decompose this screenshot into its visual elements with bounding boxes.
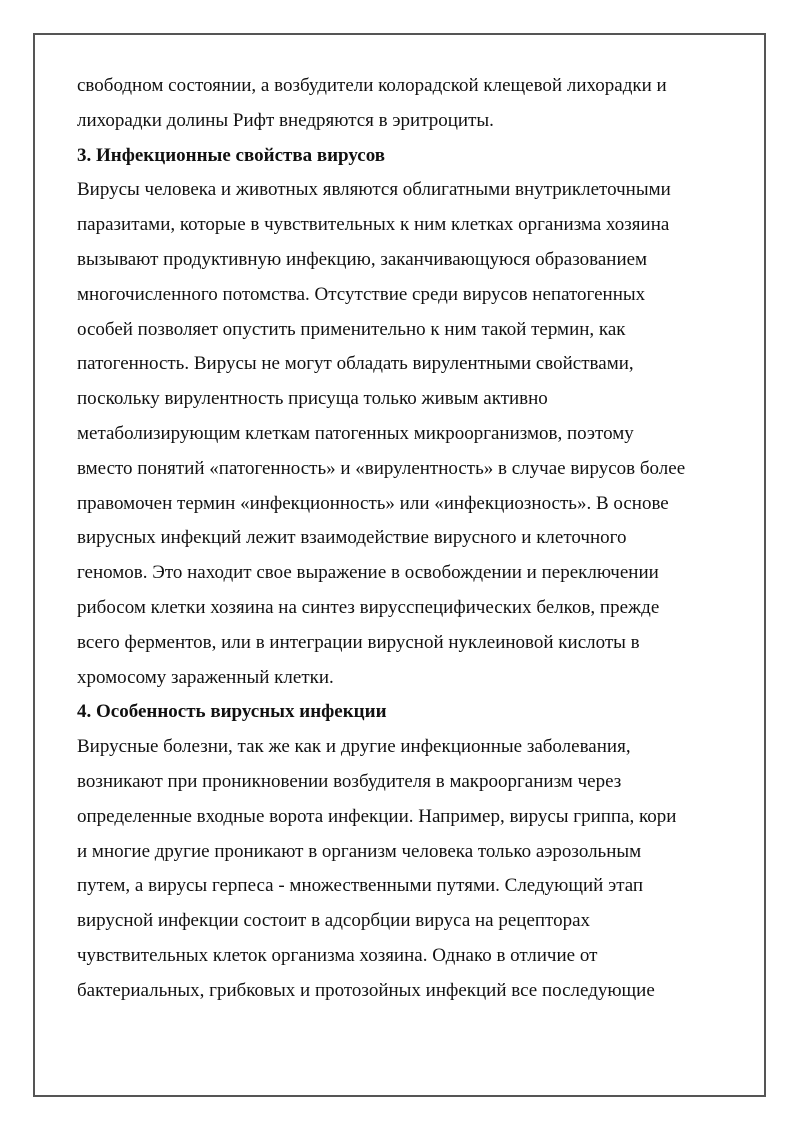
document-body (77, 69, 737, 1009)
text-line: вирусных инфекций лежит взаимодействие вирусного и клеточного (77, 527, 627, 549)
section-heading-3: 3. Инфекционные свойства вирусов (77, 144, 386, 166)
text-line: патогенность. Вирусы не могут обладать вирулентными свойствами, (77, 353, 634, 375)
paragraph-intro (77, 69, 737, 139)
paragraph-infection-properties (77, 173, 737, 695)
text-line: рибосом клетки хозяина на синтез вирусспецифических белков, прежде (77, 596, 660, 618)
text-line: геномов. Это находит свое выражение в освобождении и переключении (77, 562, 659, 584)
text-line: лихорадки долины Рифт внедряются в эритроциты. (77, 109, 494, 131)
text-line: путем, а вирусы герпеса - множественными путями. Следующий этап (77, 875, 644, 897)
paragraph-viral-infections (77, 730, 737, 1008)
text-line: правомочен термин «инфекционность» или «инфекциозность». В основе (77, 492, 669, 514)
text-line: Вирусные болезни, так же как и другие инфекционные заболевания, (77, 736, 631, 758)
text-line: паразитами, которые в чувствительных к ним клетках организма хозяина (77, 214, 670, 236)
text-line: особей позволяет опустить применительно к ним такой термин, как (77, 318, 626, 340)
text-line: возникают при проникновении возбудителя в макроорганизм через (77, 770, 622, 792)
text-line: Вирусы человека и животных являются облигатными внутриклеточными (77, 179, 671, 201)
text-line: хромосому зараженный клетки. (77, 666, 334, 688)
text-line: многочисленного потомства. Отсутствие среди вирусов непатогенных (77, 283, 646, 305)
text-line: поскольку вирулентность присуща только живым активно (77, 388, 548, 410)
text-line: и многие другие проникают в организм человека только аэрозольным (77, 840, 642, 862)
text-line: бактериальных, грибковых и протозойных инфекций все последующие (77, 979, 655, 1001)
text-line: свободном состоянии, а возбудители колорадской клещевой лихорадки и (77, 75, 667, 96)
text-line: вирусной инфекции состоит в адсорбции вируса на рецепторах (77, 910, 591, 932)
text-line: чувствительных клеток организма хозяина. Однако в отличие от (77, 944, 598, 966)
text-line: вызывают продуктивную инфекцию, заканчивающуюся образованием (77, 248, 648, 270)
text-line: всего ферментов, или в интеграции вирусной нуклеиновой кислоты в (77, 631, 640, 653)
text-line: вместо понятий «патогенность» и «вирулентность» в случае вирусов более (77, 457, 686, 479)
text-line: метаболизирующим клеткам патогенных микроорганизмов, поэтому (77, 422, 634, 444)
text-line: определенные входные ворота инфекции. Например, вирусы гриппа, кори (77, 805, 677, 827)
section-heading-4: 4. Особенность вирусных инфекции (77, 701, 387, 723)
